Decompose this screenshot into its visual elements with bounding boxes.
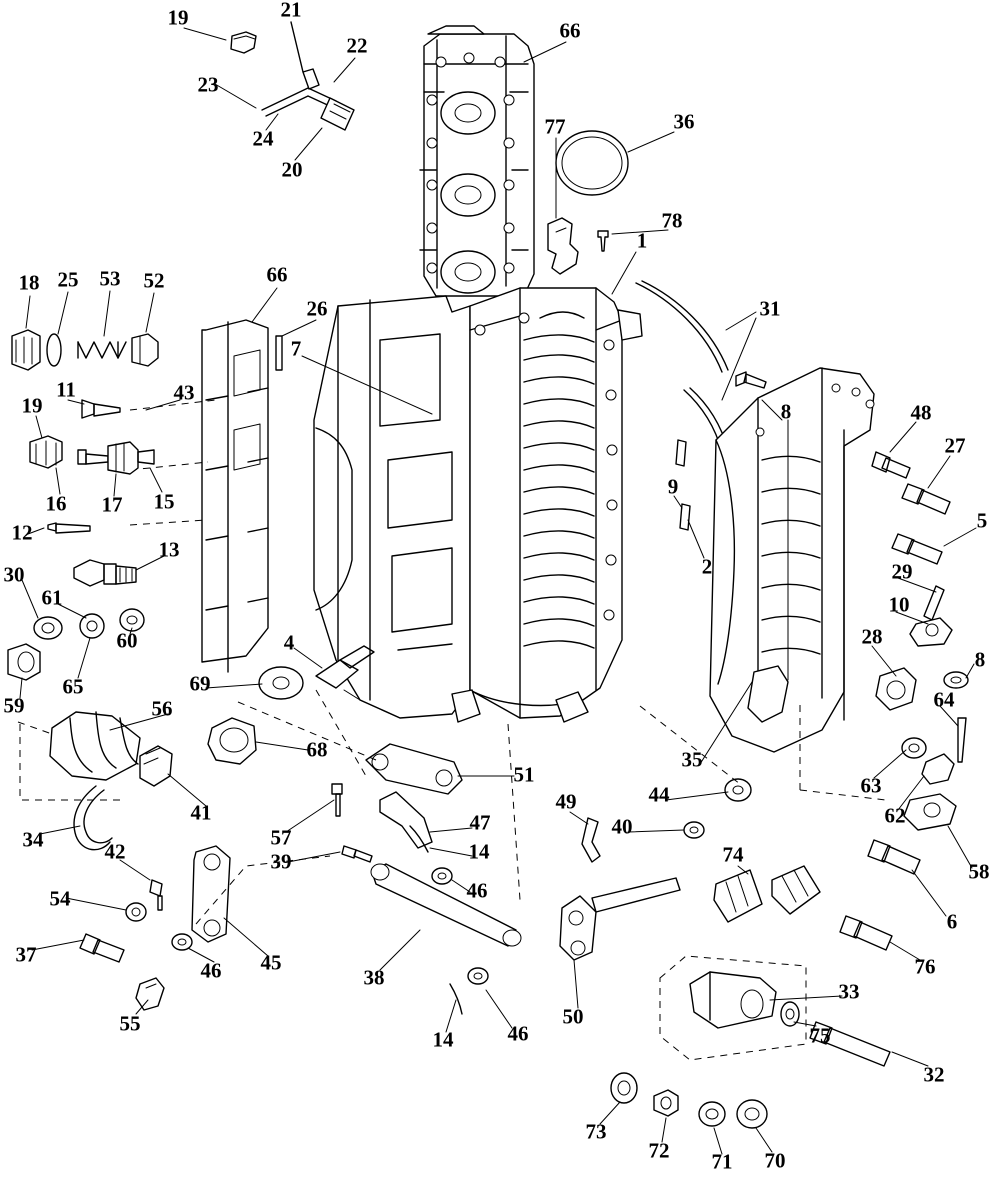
callout-52: 52 [143, 268, 165, 293]
part-cylinder-block [314, 288, 642, 722]
callout-71: 71 [711, 1149, 733, 1174]
callout-13: 13 [158, 537, 180, 562]
part-cylinder-head [420, 26, 534, 296]
callout-2: 2 [701, 554, 713, 579]
callout-32: 32 [923, 1062, 945, 1087]
callout-35: 35 [681, 747, 703, 772]
callout-43: 43 [173, 380, 195, 405]
part-seal-31 [636, 281, 728, 452]
callout-19b: 19 [21, 393, 43, 418]
callout-50: 50 [562, 1004, 584, 1029]
callout-25: 25 [57, 267, 79, 292]
callout-18: 18 [18, 270, 40, 295]
callout-37: 37 [15, 942, 37, 967]
callout-42: 42 [104, 839, 126, 864]
callout-12: 12 [11, 520, 33, 545]
callout-66-left: 66 [266, 262, 288, 287]
callout-66-top: 66 [559, 18, 581, 43]
callout-56: 56 [151, 696, 173, 721]
callout-74: 74 [722, 842, 744, 867]
callout-68: 68 [306, 737, 328, 762]
callout-47: 47 [469, 810, 491, 835]
part-group-ignition-lead [231, 22, 354, 130]
callout-4: 4 [283, 630, 295, 655]
callout-6: 6 [946, 909, 958, 934]
callout-61: 61 [41, 585, 63, 610]
callout-31: 31 [759, 296, 781, 321]
callout-70: 70 [764, 1148, 786, 1173]
callout-48: 48 [910, 400, 932, 425]
callout-24: 24 [252, 126, 274, 151]
part-bolt-78 [598, 231, 608, 251]
callout-20: 20 [281, 157, 303, 182]
callout-54: 54 [49, 886, 71, 911]
callout-26: 26 [306, 296, 328, 321]
callout-45: 45 [260, 950, 282, 975]
callout-8-upper: 8 [780, 399, 792, 424]
callout-7: 7 [290, 336, 302, 361]
callout-17: 17 [101, 492, 123, 517]
callout-40: 40 [611, 814, 633, 839]
callout-8-right: 8 [974, 647, 986, 672]
part-oring-36 [556, 131, 628, 195]
part-group-left-linkage [80, 846, 230, 1010]
callout-60: 60 [116, 628, 138, 653]
callout-75: 75 [809, 1023, 831, 1048]
callout-46-left: 46 [200, 958, 222, 983]
callout-19: 19 [167, 5, 189, 30]
callout-76: 76 [914, 954, 936, 979]
callout-53: 53 [99, 266, 121, 291]
callout-72: 72 [648, 1138, 670, 1163]
callout-46-upper: 46 [466, 878, 488, 903]
callout-22: 22 [346, 33, 368, 58]
callout-78: 78 [661, 208, 683, 233]
callout-34: 34 [22, 827, 44, 852]
callout-16: 16 [45, 491, 67, 516]
callout-9: 9 [667, 474, 679, 499]
callout-39: 39 [270, 849, 292, 874]
callout-5: 5 [976, 508, 988, 533]
callout-63: 63 [860, 773, 882, 798]
callout-49: 49 [555, 789, 577, 814]
callout-15: 15 [153, 489, 175, 514]
callout-1: 1 [636, 228, 648, 253]
callout-11: 11 [56, 377, 76, 402]
callout-73: 73 [585, 1119, 607, 1144]
callout-10: 10 [888, 592, 910, 617]
callout-46-lower: 46 [507, 1021, 529, 1046]
callout-23: 23 [197, 72, 219, 97]
part-bracket-77 [548, 218, 578, 274]
callout-44: 44 [648, 782, 670, 807]
callout-77: 77 [544, 114, 566, 139]
callout-36: 36 [673, 109, 695, 134]
callout-69: 69 [189, 671, 211, 696]
callout-57: 57 [270, 825, 292, 850]
callout-33: 33 [838, 979, 860, 1004]
callout-58: 58 [968, 859, 990, 884]
callout-38: 38 [363, 965, 385, 990]
callout-64: 64 [933, 687, 955, 712]
callout-21: 21 [280, 0, 302, 22]
callout-59: 59 [3, 693, 25, 718]
callout-62: 62 [884, 803, 906, 828]
callout-28: 28 [861, 624, 883, 649]
callout-29: 29 [891, 559, 913, 584]
callout-55: 55 [119, 1011, 141, 1036]
callout-65: 65 [62, 674, 84, 699]
callout-30: 30 [3, 562, 25, 587]
callout-14-upper: 14 [468, 839, 490, 864]
callout-41: 41 [190, 800, 212, 825]
callout-27: 27 [944, 433, 966, 458]
callout-51: 51 [513, 762, 535, 787]
part-exhaust-housing [710, 368, 916, 752]
callout-14-lower: 14 [432, 1027, 454, 1052]
